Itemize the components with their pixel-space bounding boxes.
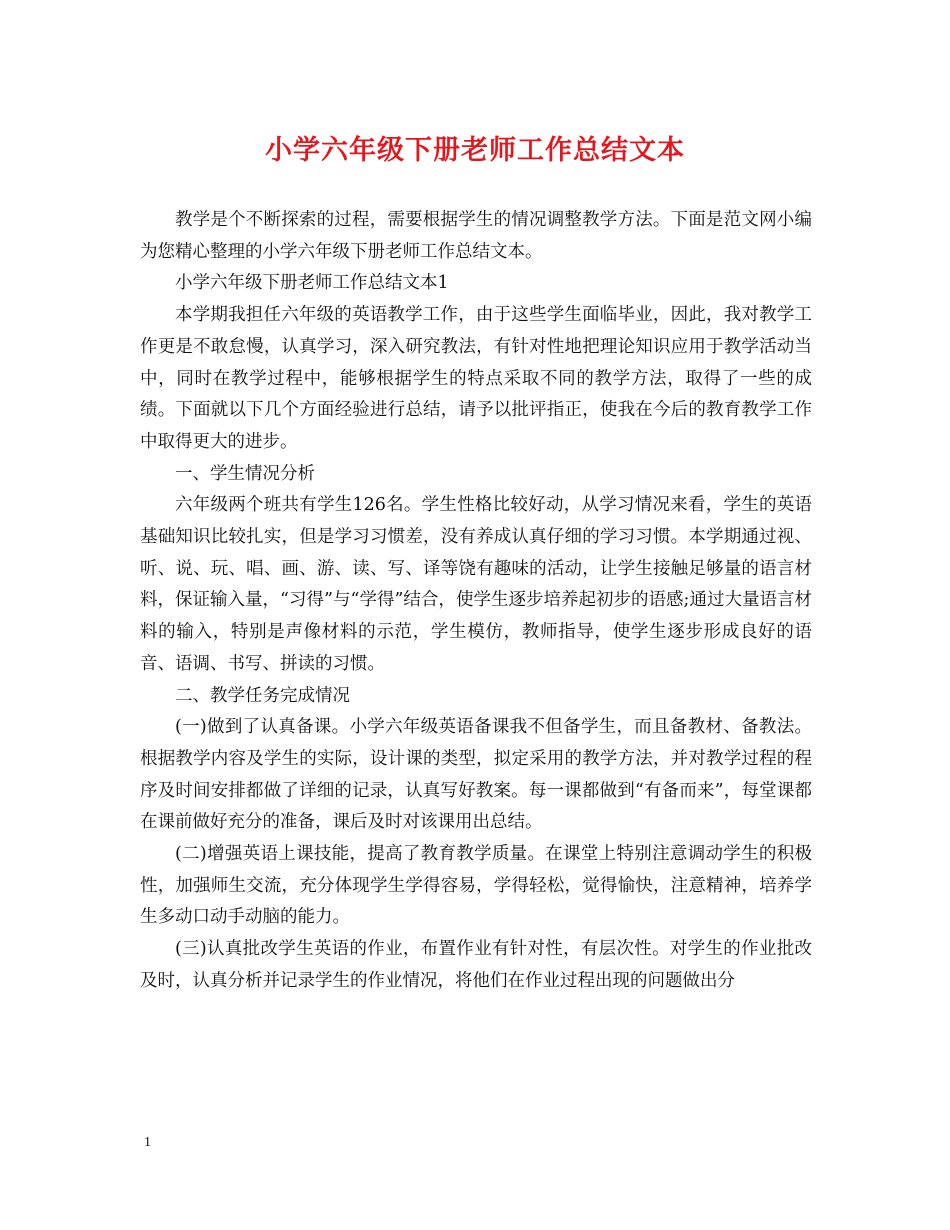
section-heading-student-analysis: 一、学生情况分析 <box>175 463 315 484</box>
document-body <box>140 205 812 998</box>
body-paragraph: (一)做到了认真备课。小学六年级英语备课我不但备学生，而且备教材、备教法。根据教学内容及学生的实际，设计课的类型，拟定采用的教学方法，并对教学过程的程序及时间安排都做了详细的记录，认真写好教案。每一课都做到“有备而来”，每堂课都在课前做好充分的准备，课后及时对该课用出总结。 <box>140 717 812 833</box>
body-paragraph: 六年级两个班共有学生126名。学生性格比较好动，从学习情况来看，学生的英语基础知识比较扎实，但是学习习惯差，没有养成认真仔细的学习习惯。本学期通过视、听、说、玩、唱、画、游、读、写、译等饶有趣味的活动，让学生接触足够量的语言材料，保证输入量，“习得”与“学得”结合，使学生逐步培养起初步的语感;通过大量语言材料的输入，特别是声像材料的示范，学生模仿，教师指导，使学生逐步形成良好的语音、语调、书写、拼读的习惯。 <box>140 495 812 674</box>
body-paragraph: (三)认真批改学生英语的作业，布置作业有针对性，有层次性。对学生的作业批改及时，认真分析并记录学生的作业情况，将他们在作业过程出现的问题做出分 <box>140 939 812 991</box>
body-paragraph: 本学期我担任六年级的英语教学工作，由于这些学生面临毕业，因此，我对教学工作更是不敢怠慢，认真学习，深入研究教法，有针对性地把理论知识应用于教学活动当中，同时在教学过程中，能够根据学生的特点采取不同的教学方法，取得了一些的成绩。下面就以下几个方面经验进行总结，请予以批评指正，使我在今后的教育教学工作中取得更大的进步。 <box>140 305 812 452</box>
section-heading-task-completion: 二、教学任务完成情况 <box>175 685 350 706</box>
document-title: 小学六年级下册老师工作总结文本 <box>265 135 685 166</box>
body-paragraph: (二)增强英语上课技能，提高了教育教学质量。在课堂上特别注意调动学生的积极性，加强师生交流，充分体现学生学得容易，学得轻松，觉得愉快，注意精神，培养学生多动口动手动脑的能力。 <box>140 844 812 928</box>
page-number: 1 <box>144 1135 151 1150</box>
section-heading-1: 小学六年级下册老师工作总结文本1 <box>175 273 449 294</box>
intro-paragraph: 教学是个不断探索的过程，需要根据学生的情况调整教学方法。下面是范文网小编为您精心整理的小学六年级下册老师工作总结文本。 <box>140 210 812 262</box>
